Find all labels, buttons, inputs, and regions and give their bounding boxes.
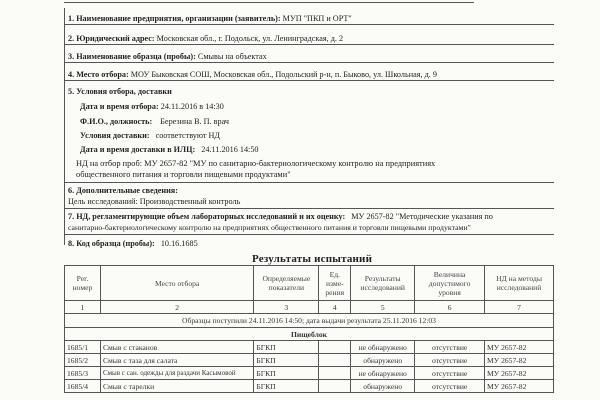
reg-number: 1685/3 — [65, 367, 101, 380]
place-row — [64, 69, 554, 81]
extra-value: Цель исследований: Производственный контроль — [68, 197, 241, 206]
place-value: МОУ Быковская СОШ, Московская обл., Подольский р-н, п. Быково, ул. Школьная, д. 9 — [130, 70, 437, 79]
sample-code-label: 8. Код образца (пробы): — [68, 239, 155, 248]
sample-code-value: 10.16.1685 — [160, 239, 198, 248]
reg-number: 1685/2 — [65, 354, 101, 367]
sample-value: Смывы на объектах — [197, 52, 267, 61]
sample-code — [68, 238, 198, 249]
col-number: 1 — [65, 301, 101, 314]
nd-regulation-value2: санитарно-бактериологическому контролю на предприятиях общественного питания и торговли пищевыми продуктами" — [68, 223, 471, 232]
allowed-level: отсутствие — [415, 354, 485, 367]
results-header-row — [65, 266, 554, 301]
sampler-person-value: Березина В. П. врач — [160, 117, 230, 126]
address-row — [64, 33, 554, 45]
allowed-level: отсутствие — [415, 380, 485, 393]
unit — [319, 354, 351, 367]
column-number-row — [65, 301, 554, 314]
unit — [319, 341, 351, 354]
sample-place: Смыв с таза для салата — [100, 354, 253, 367]
conditions-label: 5. Условия отбора, доставки — [68, 87, 172, 96]
table-row — [65, 354, 554, 367]
result-value: обнаружено — [351, 380, 415, 393]
col-number: 7 — [485, 301, 554, 314]
sample-datetime — [80, 101, 224, 112]
nd-sampling-line2: общественного питания и торговли пищевыми продуктами" — [76, 170, 291, 179]
table-row — [65, 341, 554, 354]
delivery-conditions-label: Условия доставки: — [80, 131, 150, 140]
col-number: 5 — [351, 301, 415, 314]
delivery-conditions-value: соответствуют НД — [155, 131, 221, 140]
group-label: Пищеблок — [65, 328, 554, 341]
applicant-row — [64, 13, 554, 25]
result-value: не обнаружено — [351, 367, 415, 380]
reg-number: 1685/4 — [65, 380, 101, 393]
sample-label: 3. Наименование образца (пробы): — [68, 52, 196, 61]
col-number: 2 — [100, 301, 253, 314]
address-value: Московская обл., г. Подольск, ул. Ленинградская, д. 2 — [156, 34, 344, 43]
col-indicator: Определяемые показатели — [254, 266, 319, 301]
sampler-person — [80, 116, 229, 127]
applicant-value: МУП "ПКП и ОРТ" — [282, 14, 352, 23]
method-nd: МУ 2657-82 — [485, 380, 554, 393]
results-title: Результаты испытаний — [252, 253, 373, 265]
sample-place: Смыв с тарелки — [100, 380, 253, 393]
result-value: обнаружено — [351, 354, 415, 367]
table-row — [65, 367, 554, 380]
nd-regulation-label: 7. НД, регламентирующие объем лабораторных исследований и их оценку: — [68, 212, 346, 221]
section6-rule — [64, 208, 554, 209]
delivery-conditions — [80, 130, 220, 141]
extra-label: 6. Дополнительные сведения: — [68, 186, 178, 195]
indicator: БГКП — [254, 367, 319, 380]
sample-row — [64, 51, 554, 63]
applicant-label: 1. Наименование предприятия, организации (заявитель): — [68, 14, 281, 23]
results-table — [64, 265, 554, 393]
receipt-info-row — [65, 314, 554, 328]
method-nd: МУ 2657-82 — [485, 367, 554, 380]
receipt-info: Образцы поступили 24.11.2016 14:50; дата выдачи результата 25.11.2016 12:03 — [65, 314, 554, 328]
place-label: 4. Место отбора: — [68, 70, 129, 79]
sample-place: Смыв с сан. одежды для раздачи Касымовой — [100, 367, 253, 380]
nd-regulation — [68, 211, 493, 222]
unit — [319, 380, 351, 393]
indicator: БГКП — [254, 380, 319, 393]
allowed-level: отсутствие — [415, 341, 485, 354]
sample-place: Смыв с стаканов — [100, 341, 253, 354]
indicator: БГКП — [254, 341, 319, 354]
sample-datetime-value: 24.11.2016 в 14:30 — [160, 102, 224, 111]
method-nd: МУ 2657-82 — [485, 341, 554, 354]
address-label: 2. Юридический адрес: — [68, 34, 155, 43]
col-level: Величина допустимого уровня — [415, 266, 485, 301]
section5-rule — [64, 182, 554, 183]
sampler-person-label: Ф.И.О., должность: — [80, 117, 153, 126]
col-reg: Рег. номер — [65, 266, 101, 301]
result-value: не обнаружено — [351, 341, 415, 354]
col-method: НД на методы исследований — [485, 266, 554, 301]
reg-number: 1685/1 — [65, 341, 101, 354]
arrival-datetime-value: 24.11.2016 14:50 — [201, 145, 259, 154]
col-place: Место отбора — [100, 266, 253, 301]
col-number: 3 — [254, 301, 319, 314]
unit — [319, 367, 351, 380]
section7-rule — [64, 234, 554, 235]
group-row — [65, 328, 554, 341]
top-rule — [64, 2, 474, 9]
arrival-datetime-label: Дата и время доставки в ИЛЦ: — [80, 145, 196, 154]
table-row — [65, 380, 554, 393]
indicator: БГКП — [254, 354, 319, 367]
nd-sampling-line1: НД на отбор проб: МУ 2657-82 "МУ по санитарно-бактериологическому контролю на предприятиях — [76, 159, 436, 168]
nd-regulation-value1: МУ 2657-82 "Методические указания по — [351, 212, 493, 221]
arrival-datetime — [80, 144, 259, 155]
allowed-level: отсутствие — [415, 367, 485, 380]
method-nd: МУ 2657-82 — [485, 354, 554, 367]
col-number: 4 — [319, 301, 351, 314]
sample-datetime-label: Дата и время отбора: — [80, 102, 159, 111]
col-unit: Ед. изме-рения — [319, 266, 351, 301]
col-number: 6 — [415, 301, 485, 314]
col-result: Результаты исследований — [351, 266, 415, 301]
